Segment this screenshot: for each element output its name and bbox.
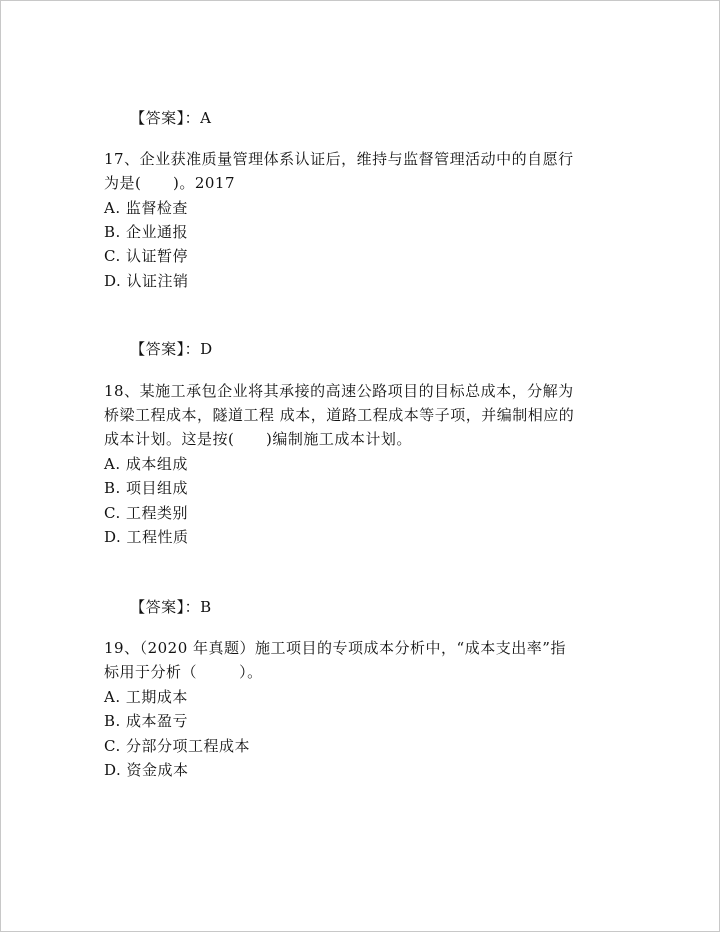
question-18-stem-line-3: 成本计划。这是按( )编制施工成本计划。 <box>104 430 412 448</box>
answer-line <box>109 577 212 637</box>
question-18-stem-line-2: 桥梁工程成本，隧道工程 成本，道路工程成本等子项，并编制相应的 <box>104 406 575 424</box>
question-19-stem-line-2: 标用于分析（ ）。 <box>104 663 263 681</box>
answer-label: 【答案】 <box>130 340 185 358</box>
question-18-option-c: C. 工程类别 <box>104 504 188 522</box>
question-19-option-d: D. 资金成本 <box>104 761 189 779</box>
question-17-option-d: D. 认证注销 <box>104 272 189 290</box>
question-18-option-a: A. 成本组成 <box>104 455 188 473</box>
question-19-option-a: A. 工期成本 <box>104 688 188 706</box>
answer-value: B <box>200 598 212 616</box>
answer-value: A <box>200 109 212 127</box>
question-18-option-b: B. 项目组成 <box>104 479 189 497</box>
answer-line <box>109 88 211 148</box>
question-17-option-c: C. 认证暂停 <box>104 247 188 265</box>
question-17-stem-line-2: 为是( )。2017 <box>104 174 235 192</box>
answer-separator: ： <box>184 598 201 616</box>
question-18-stem-line-1: 18、某施工承包企业将其承接的高速公路项目的目标总成本，分解为 <box>104 382 574 400</box>
answer-label: 【答案】 <box>130 598 185 616</box>
question-19-option-b: B. 成本盈亏 <box>104 712 189 730</box>
question-17-option-a: A. 监督检查 <box>104 199 188 217</box>
answer-separator: ： <box>184 340 201 358</box>
question-19-option-c: C. 分部分项工程成本 <box>104 737 250 755</box>
answer-separator: ： <box>184 109 201 127</box>
answer-line <box>109 319 213 379</box>
answer-value: D <box>200 340 213 358</box>
answer-label: 【答案】 <box>130 109 185 127</box>
question-19-stem-line-1: 19、（2020 年真题）施工项目的专项成本分析中，“成本支出率”指 <box>104 639 566 657</box>
question-17-option-b: B. 企业通报 <box>104 223 189 241</box>
question-17-stem-line-1: 17、企业获准质量管理体系认证后，维持与监督管理活动中的自愿行 <box>104 150 574 168</box>
question-18-option-d: D. 工程性质 <box>104 528 189 546</box>
